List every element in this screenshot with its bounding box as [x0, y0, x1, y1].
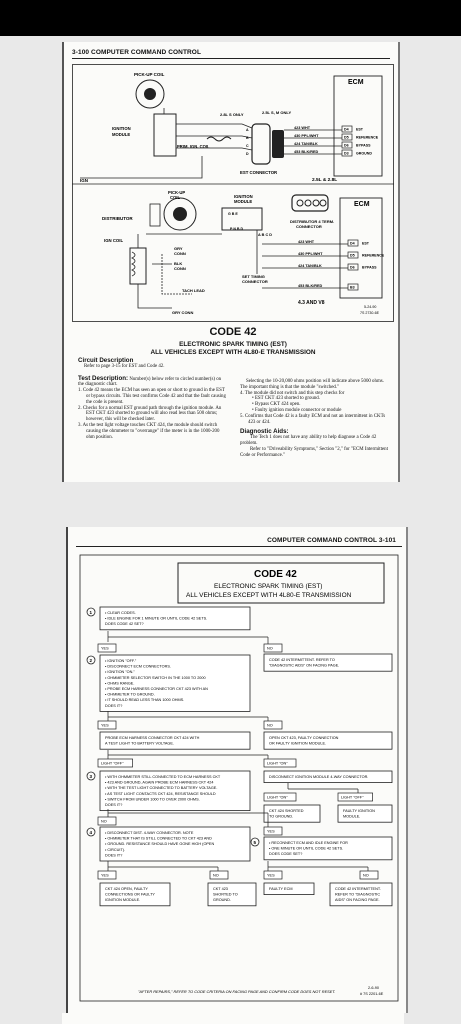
pin-bottom-label: D5	[350, 253, 355, 258]
test-item-1: 1. Code 42 means the ECM has seen an open or short to ground in the EST or bypass circuits. This test confirms Code 42 and that the fault causing the code is present.	[78, 388, 226, 405]
distributor-label: DISTRIBUTOR	[102, 216, 133, 221]
ignition-module-2-label: IGNITION	[234, 194, 253, 199]
wire-top-label: 423 WHT	[294, 126, 311, 130]
flow-sub2: ALL VEHICLES EXCEPT WITH 4L80-E TRANSMISSION	[186, 592, 352, 599]
no-5: NO	[363, 873, 369, 878]
ecm-label-top: ECM	[348, 79, 364, 86]
step-2-line: • OHMMETER SELECTOR SWITCH IN THE 1000 TO 2000	[105, 675, 206, 680]
wire-top-label: 430 PPL/WHT	[294, 134, 319, 138]
disc4way-line: DISCONNECT IGNITION MODULE 4-WAY CONNECTOR.	[269, 775, 369, 779]
ignition-module-label-2: MODULE	[112, 132, 131, 137]
test-item-4: 4. The module did not switch and this step checks for	[240, 390, 345, 396]
variant-bottom-label: 4.3 AND V8	[298, 300, 325, 306]
step-3-line: • AS TEST LIGHT CONTACTS CKT 424, RESISTANCE SHOULD	[105, 791, 216, 796]
set-timing-label: SET TIMING	[242, 274, 265, 279]
signal-top-label: BYPASS	[356, 143, 371, 148]
diagram-ref: 7S 2730-6E	[360, 311, 379, 315]
left-column	[78, 358, 228, 440]
faulty-ecm-line: FAULTY ECM	[269, 887, 293, 891]
step-1-line: DOES CODE 42 SET?	[105, 622, 144, 627]
probe424-box	[100, 732, 250, 749]
open424-line: IGNITION MODULE.	[105, 898, 141, 903]
ecm-box-top	[334, 76, 382, 176]
yes-4: YES	[101, 873, 109, 878]
col2-paragraph: Selecting the 10-20,000 ohms position will indicate above 5000 ohms. The important thing is that the module "switched."	[240, 379, 384, 390]
signal-bottom-label: BYPASS	[362, 265, 377, 270]
step-2-line: • IT SHOULD READ LESS THAN 1000 OHMS.	[105, 698, 185, 703]
test-item-3: 3. As the test light voltage touches CKT 424, the module should switch causing the ohmmeter to "overrange" if the meter is in the 1000-200 ohm position.	[78, 422, 220, 440]
ecm-box-bottom	[340, 198, 382, 298]
short424-line: TO GROUND.	[269, 814, 294, 819]
step-5-line: • ONE MINUTE OR UNTIL CODE 42 SETS.	[269, 846, 344, 851]
step-2-line: • PROBE ECM HARNESS CONNECTOR CKT 423 WITH AN	[105, 687, 208, 691]
ign-coil	[130, 248, 146, 284]
short424-line: CKT 424 SHORTED	[269, 809, 304, 813]
footer-note: "AFTER REPAIRS," REFER TO CODE CRITERIA ON FACING PAGE AND CONFIRM CODE DOES NOT RESET.	[138, 989, 336, 994]
circuit-text: Refer to page 3-15 for EST and Code 42.	[84, 363, 165, 369]
signal-top-label: EST	[356, 127, 363, 132]
no1-line: CODE 42 INTERMITTENT. REFER TO	[269, 658, 335, 662]
test-item-2: 2. Checks for a normal EST ground path through the ignition module. An EST CKT 423 shorted to ground will also read less than 500 ohms; however, this will be checked later.	[78, 405, 222, 423]
probe424-line: PROBE ECM HARNESS CONNECTOR CKT 424 WITH	[105, 736, 200, 740]
open424-line: CONNECTIONS OR FAULTY	[105, 892, 155, 897]
faulty-module-line: MODULE.	[343, 814, 361, 819]
step-4-line: • DISCONNECT DIST. 4-WAY CONNECTOR. NOTE	[105, 831, 194, 835]
step-number: 4	[89, 829, 93, 835]
ignition-module	[154, 114, 176, 156]
footer-ref: # 7S 2201-6E	[360, 992, 384, 996]
abcd-top-label: C	[246, 144, 249, 148]
step-2-line: • DISCONNECT ECM CONNECTORS.	[105, 664, 171, 669]
ign-coil-label: IGN COIL	[104, 238, 124, 243]
ignition-module-label: IGNITION	[112, 126, 131, 131]
footer-date: 2-6-90	[368, 986, 379, 990]
circuit-heading: Circuit Description	[78, 357, 134, 364]
test-heading: Test Description:	[78, 374, 129, 382]
pin-bottom-label: D6	[350, 265, 355, 270]
abcd-top-label: B	[246, 136, 249, 140]
open423-line: OPEN CKT 423, FAULTY CONNECTION	[269, 736, 339, 740]
gry-conn-label: GRY	[174, 246, 183, 251]
step-3-line: • SWITCH FROM UNDER 1000 TO OVER 2000 OHMS.	[105, 797, 200, 802]
no-3: NO	[101, 819, 107, 824]
page-3-101	[66, 527, 408, 1013]
right-column	[240, 379, 390, 458]
step-2-line: • OHMMETER TO GROUND.	[105, 692, 155, 697]
page-3-100	[62, 42, 400, 482]
signal-top-label: GROUND	[356, 151, 372, 156]
light-on-2: LIGHT "ON"	[267, 795, 288, 800]
svg-text:COIL: COIL	[170, 195, 181, 200]
wire-bottom-label: 453 BLK/RED	[298, 284, 323, 288]
ign-label: IGN	[80, 178, 89, 183]
diag-heading: Diagnostic Aids:	[240, 428, 289, 436]
yes-5: YES	[267, 873, 275, 878]
test-intro: Number(s) below refer to circled number(s) on the diagnostic chart.	[78, 376, 222, 388]
no-1: NO	[267, 646, 273, 651]
blk-conn-label: BLK	[174, 261, 183, 266]
short424-box	[264, 805, 320, 822]
intermittent-line: REFER TO "DIAGNOSTIC	[335, 892, 381, 897]
wiring-diagram	[72, 64, 394, 322]
faulty-module-line: FAULTY IGNITION	[343, 809, 375, 813]
flow-title: CODE 42	[254, 569, 297, 580]
wire-bottom-label: 430 PPL/WHT	[298, 252, 323, 256]
yes-3: YES	[267, 829, 275, 834]
yes-1: YES	[101, 646, 109, 651]
gry-conn-2-label: GRY CONN	[172, 310, 194, 315]
est-connector-body	[252, 124, 270, 164]
faulty-module-box	[338, 805, 392, 822]
step-4-line: • GROUND. RESISTANCE SHOULD HAVE GONE HIGH (OPEN	[105, 842, 215, 847]
signal-bottom-label: REFERENCE	[362, 253, 385, 258]
step-3-line: • WITH OHMMETER STILL CONNECTED TO ECM HARNESS CKT	[105, 775, 221, 779]
pickup-coil-2-label: PICK-UP	[168, 190, 186, 195]
prim-coil-label: PRIM. IGN. COIL	[177, 144, 210, 149]
step-4-line: • CIRCUIT).	[105, 847, 126, 852]
tach-lead-label: TACH LEAD	[182, 288, 205, 293]
top-black-bar	[0, 0, 461, 36]
coil-winding	[207, 137, 231, 141]
signal-bottom-label: EST	[362, 241, 369, 246]
intermittent-line: CODE 42 INTERMITTENT.	[335, 887, 381, 891]
short-gnd-line: CKT 423	[213, 887, 228, 891]
pin-top-label: D5	[344, 135, 349, 140]
variant-top-label: 2.5L & 2.8L	[312, 178, 338, 183]
step-number: 3	[89, 773, 93, 779]
short-gnd-line: GROUND.	[213, 898, 231, 903]
no-4: NO	[213, 873, 219, 878]
dist-4-term-label: DISTRIBUTOR 4 TERM.	[290, 219, 335, 224]
pin-top-label: D3	[344, 151, 349, 156]
bottom-wires	[262, 240, 385, 290]
step-4-line: DOES IT?	[105, 853, 123, 858]
pickup-coil-label: PICK-UP COIL	[134, 72, 165, 77]
est-connector-label: EST CONNECTOR	[240, 170, 278, 175]
no1-box	[264, 654, 392, 671]
top-wires	[246, 126, 379, 156]
svg-text:CONN: CONN	[174, 251, 186, 256]
intermittent-line: AIDS" ON FACING PAGE.	[335, 898, 380, 903]
step-4-line: • OHMMETER THAT IS STILL CONNECTED TO CKT 423 AND	[105, 836, 212, 841]
step-2-line: • IGNITION "OFF."	[105, 659, 137, 663]
open424-line: CKT 424 OPEN, FAULTY	[105, 887, 148, 891]
svg-text:MODULE: MODULE	[234, 199, 253, 204]
page-header-2: COMPUTER COMMAND CONTROL 3-101	[267, 537, 396, 544]
svg-text:G B E: G B E	[228, 212, 238, 216]
step-number: 1	[89, 609, 93, 615]
wire-bottom-label: 424 TAN/BLK	[298, 264, 322, 268]
bullet-1: • EST CKT 423 shorted to ground.	[252, 396, 320, 402]
svg-text:CONNECTOR: CONNECTOR	[242, 279, 268, 284]
step-5-line: • RECONNECT ECM AND IDLE ENGINE FOR	[269, 841, 348, 845]
flow-sub1: ELECTRONIC SPARK TIMING (EST)	[214, 583, 323, 590]
open423-line: OR FAULTY IGNITION MODULE.	[269, 741, 327, 746]
diag-text: The Tech 1 does not have any ability to help diagnose a Code 42 problem.	[240, 435, 377, 446]
pin-bottom-label: B3	[350, 285, 355, 290]
step-3-line: DOES IT?	[105, 803, 123, 807]
step-3-line: • WITH THE TEST LIGHT CONNECTED TO BATTERY VOLTAGE.	[105, 786, 218, 791]
step-number: 5	[253, 839, 257, 845]
wire-top-label: 453 BLK/RED	[294, 150, 319, 154]
test-item-5: 5. Confirms that Code 42 is a faulty ECM and not an intermittent in CKTs 423 or 424.	[240, 413, 386, 425]
est-connector-plug	[272, 130, 284, 158]
light-off-2: LIGHT "OFF"	[341, 795, 364, 800]
wire-top-label: 424 TAN/BLK	[294, 142, 318, 146]
no1-line: "DIAGNOSTIC AIDS" ON FACING PAGE.	[269, 663, 340, 668]
short-gnd-line: SHORTED TO	[213, 892, 238, 897]
abcd-top-label: A	[246, 128, 249, 132]
only-25-label: 2.5L S, M ONLY	[262, 110, 292, 115]
step-5-line: DOES CODE SET?	[269, 852, 303, 857]
diagram-date: 5-24-90	[364, 305, 377, 309]
yes-2: YES	[101, 723, 109, 728]
bullet-3: • Faulty ignition module connector or module	[252, 407, 342, 413]
svg-text:CONNECTOR: CONNECTOR	[296, 224, 322, 229]
pin-top-label: D4	[344, 127, 349, 132]
only-28-label: 2.8L S ONLY	[220, 112, 244, 117]
light-on-1: LIGHT "ON"	[267, 761, 288, 766]
code-subtitle-1: ELECTRONIC SPARK TIMING (EST)	[179, 341, 287, 348]
pin-bottom-label: D4	[350, 241, 355, 246]
header-rule	[72, 58, 390, 59]
page-header: 3-100 COMPUTER COMMAND CONTROL	[72, 49, 202, 56]
svg-text:P N B D: P N B D	[230, 227, 244, 231]
code-title: CODE 42	[209, 326, 257, 338]
step-number: 2	[89, 657, 93, 663]
abcd-top-label: D	[246, 152, 249, 156]
step-2-line: • IGNITION "ON."	[105, 670, 135, 675]
signal-top-label: REFERENCE	[356, 135, 379, 140]
code-subtitle-2: ALL VEHICLES EXCEPT WITH 4L80-E TRANSMISSION	[150, 349, 316, 356]
svg-text:A B C D: A B C D	[258, 233, 272, 237]
step-3-line: • 423 AND GROUND, AGAIN PROBE ECM HARNESS CKT 424	[105, 780, 214, 785]
ecm-label-bottom: ECM	[354, 201, 370, 208]
light-off-1: LIGHT "OFF"	[101, 761, 124, 766]
step-2-line: DOES IT?	[105, 703, 123, 708]
bullet-2: • Bypass CKT 424 open.	[252, 402, 301, 408]
probe424-line: A TEST LIGHT TO BATTERY VOLTAGE.	[105, 741, 174, 746]
step-1-line: • CLEAR CODES.	[105, 611, 136, 615]
svg-text:CONN: CONN	[174, 266, 186, 271]
no-2: NO	[267, 723, 273, 728]
wire-bottom-label: 423 WHT	[298, 240, 315, 244]
step-2-line: • OHMS RANGE.	[105, 681, 135, 686]
open423-box	[264, 732, 392, 749]
step-1-line: • IDLE ENGINE FOR 1 MINUTE OR UNTIL CODE 42 SETS.	[105, 616, 208, 621]
diag-text-2: Refer to "Driveability Symptoms," Section "2," for "ECM Intermittent Code or Performance."	[240, 446, 388, 458]
next-page-edge	[62, 1013, 404, 1024]
flowchart	[68, 527, 410, 1013]
pin-top-label: D6	[344, 143, 349, 148]
